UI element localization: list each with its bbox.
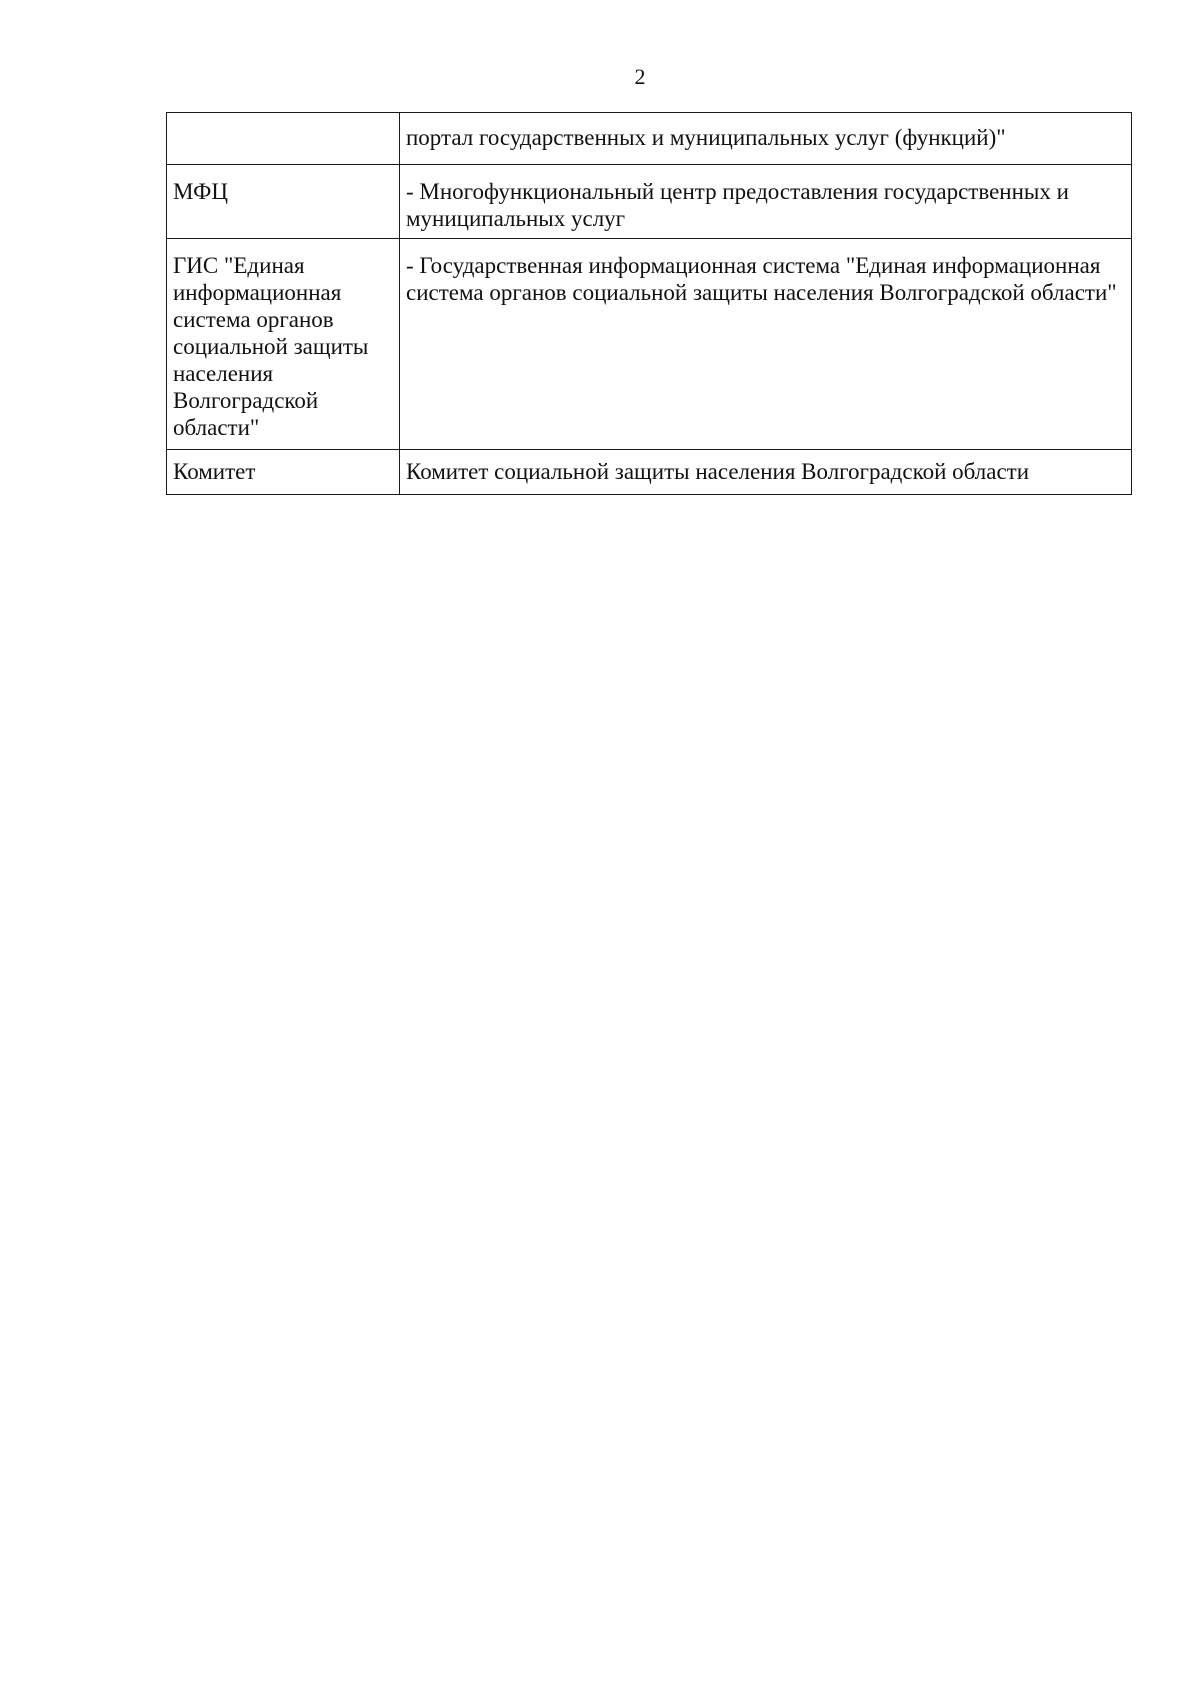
definition-cell xyxy=(400,450,1132,495)
page-number: 2 xyxy=(634,64,646,89)
definition-text: - Государственная информационная система "Единая информационная система органов социальной защиты населения Волгоградской области" xyxy=(406,253,1117,305)
term-cell xyxy=(167,239,400,450)
definition-cell xyxy=(400,113,1132,165)
definition-text: портал государственных и муниципальных услуг (функций)" xyxy=(406,125,1006,150)
term-cell xyxy=(167,113,400,165)
table-row xyxy=(167,113,1132,165)
table-row xyxy=(167,450,1132,495)
abbreviations-table xyxy=(166,112,1132,495)
table-row xyxy=(167,165,1132,239)
term-text: МФЦ xyxy=(173,179,228,204)
table-row xyxy=(167,239,1132,450)
definition-cell xyxy=(400,239,1132,450)
term-cell xyxy=(167,165,400,239)
definition-text: Комитет социальной защиты населения Волгоградской области xyxy=(406,459,1030,484)
term-text: ГИС "Единая информационная система органов социальной защиты населения Волгоградской области" xyxy=(173,253,369,440)
definition-cell xyxy=(400,165,1132,239)
definition-text: - Многофункциональный центр предоставления государственных и муниципальных услуг xyxy=(406,179,1069,231)
term-text: Комитет xyxy=(173,459,256,484)
term-cell xyxy=(167,450,400,495)
